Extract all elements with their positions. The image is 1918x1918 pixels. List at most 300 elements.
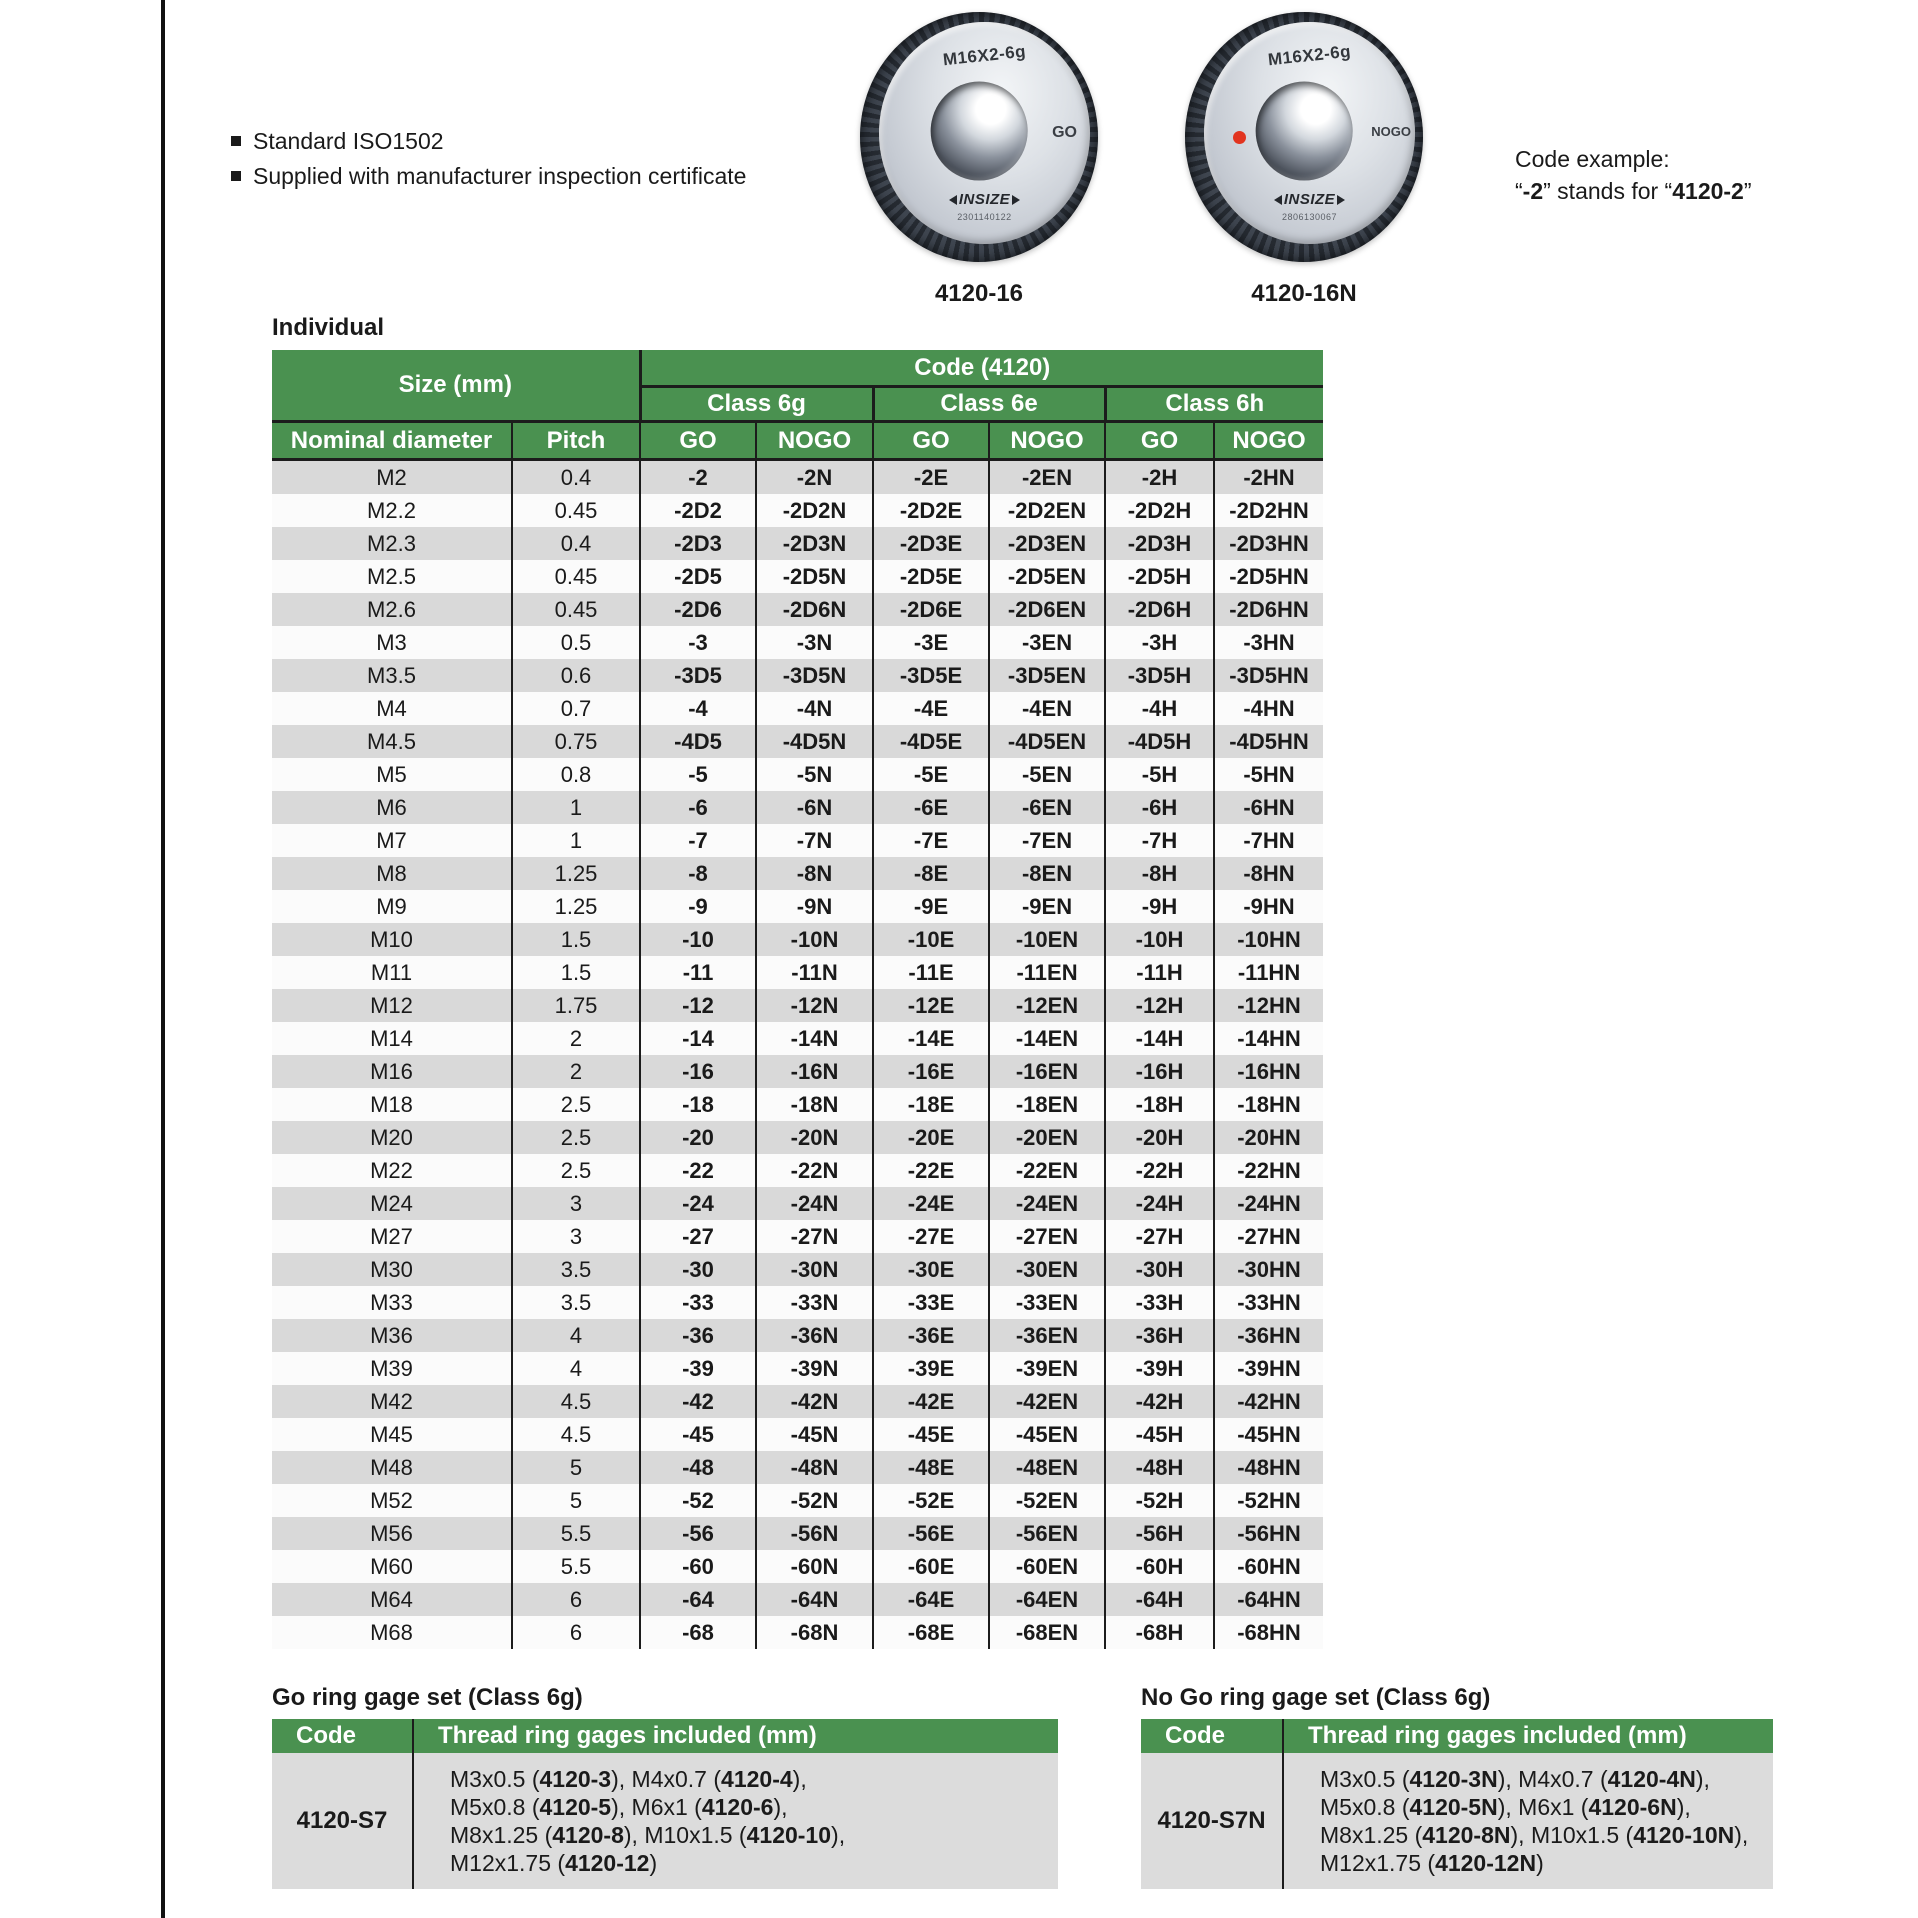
nogo-ring-caption: 4120-16N: [1251, 280, 1357, 307]
code-cell: -7H: [1105, 824, 1214, 857]
table-row: [272, 857, 1323, 890]
table-row: [272, 1451, 1323, 1484]
code-cell: -56: [640, 1517, 756, 1550]
nominal-diameter-cell: M4.5: [272, 725, 512, 758]
nominal-diameter-cell: M30: [272, 1253, 512, 1286]
nominal-diameter-cell: M22: [272, 1154, 512, 1187]
code-cell: -12EN: [989, 989, 1105, 1022]
go-ring-gage-photo: [860, 12, 1098, 262]
pitch-cell: 1.5: [512, 956, 640, 989]
pitch-cell: 2.5: [512, 1088, 640, 1121]
code-cell: -9H: [1105, 890, 1214, 923]
code-cell: -22N: [756, 1154, 873, 1187]
nominal-diameter-cell: M2.3: [272, 527, 512, 560]
class-6g-header: Class 6g: [640, 387, 873, 422]
pitch-cell: 5: [512, 1484, 640, 1517]
ring-face: [1204, 22, 1415, 244]
code-cell: -14EN: [989, 1022, 1105, 1055]
code-cell: -56HN: [1214, 1517, 1323, 1550]
code-cell: -60HN: [1214, 1550, 1323, 1583]
go-marking: GO: [1052, 124, 1077, 142]
code-cell: -42HN: [1214, 1385, 1323, 1418]
table-row: [272, 560, 1323, 593]
code-cell: -11EN: [989, 956, 1105, 989]
code-cell: -24H: [1105, 1187, 1214, 1220]
code-cell: -2D3HN: [1214, 527, 1323, 560]
pitch-cell: 2: [512, 1055, 640, 1088]
code-cell: -10HN: [1214, 923, 1323, 956]
code-cell: -2D2E: [873, 494, 989, 527]
code-cell: -3HN: [1214, 626, 1323, 659]
nominal-diameter-cell: M52: [272, 1484, 512, 1517]
pitch-cell: 1.25: [512, 890, 640, 923]
code-cell: -60: [640, 1550, 756, 1583]
code-cell: -42EN: [989, 1385, 1105, 1418]
code-cell: -2D6H: [1105, 593, 1214, 626]
code-cell: -60H: [1105, 1550, 1214, 1583]
go-set-section: [272, 1684, 1058, 1889]
code-cell: -68E: [873, 1616, 989, 1649]
bullet-text: Standard ISO1502: [253, 128, 444, 154]
nogo-ring-gage-photo: [1185, 12, 1423, 262]
code-cell: -7HN: [1214, 824, 1323, 857]
nominal-diameter-cell: M60: [272, 1550, 512, 1583]
nominal-diameter-cell: M64: [272, 1583, 512, 1616]
table-row: [272, 1319, 1323, 1352]
included-line: M3x0.5 (4120-3), M4x0.7 (4120-4),: [450, 1766, 807, 1792]
nominal-diameter-cell: M10: [272, 923, 512, 956]
code-cell: -7N: [756, 824, 873, 857]
table-row: [272, 1154, 1323, 1187]
square-bullet-icon: [231, 171, 241, 181]
code-cell: -39N: [756, 1352, 873, 1385]
code-cell: -4E: [873, 692, 989, 725]
thread-size-marking: M16X2-6g: [1266, 41, 1352, 70]
code-cell: -18N: [756, 1088, 873, 1121]
code-cell: -5H: [1105, 758, 1214, 791]
table-row: [272, 1220, 1323, 1253]
code-cell: -2D6N: [756, 593, 873, 626]
code-cell: -64: [640, 1583, 756, 1616]
thread-size-marking: M16X2-6g: [941, 41, 1027, 70]
table-row: [272, 1385, 1323, 1418]
pitch-cell: 2.5: [512, 1154, 640, 1187]
class-6e-header: Class 6e: [873, 387, 1105, 422]
code-cell: -4H: [1105, 692, 1214, 725]
code-cell: -7EN: [989, 824, 1105, 857]
pitch-cell: 0.45: [512, 494, 640, 527]
included-line: M5x0.8 (4120-5N), M6x1 (4120-6N),: [1320, 1794, 1691, 1820]
go-header: GO: [873, 422, 989, 460]
code-cell: -33: [640, 1286, 756, 1319]
code-cell: -22HN: [1214, 1154, 1323, 1187]
code-cell: -7: [640, 824, 756, 857]
nominal-diameter-cell: M12: [272, 989, 512, 1022]
code-cell: -39H: [1105, 1352, 1214, 1385]
pitch-cell: 0.6: [512, 659, 640, 692]
code-cell: -6EN: [989, 791, 1105, 824]
logo-right-arrow-icon: [1337, 195, 1345, 205]
code-cell: -30EN: [989, 1253, 1105, 1286]
code-cell: -36EN: [989, 1319, 1105, 1352]
nominal-diameter-cell: M20: [272, 1121, 512, 1154]
code-cell: -45N: [756, 1418, 873, 1451]
set-contents: [1283, 1753, 1773, 1889]
code-cell: -2D5N: [756, 560, 873, 593]
nogo-red-dot: [1233, 131, 1246, 144]
code-cell: -8HN: [1214, 857, 1323, 890]
pitch-cell: 3: [512, 1187, 640, 1220]
included-line: M5x0.8 (4120-5), M6x1 (4120-6),: [450, 1794, 788, 1820]
code-cell: -2D2HN: [1214, 494, 1323, 527]
table-row: [272, 626, 1323, 659]
code-cell: -68H: [1105, 1616, 1214, 1649]
nogo-header: NOGO: [1214, 422, 1323, 460]
nogo-set-heading: No Go ring gage set (Class 6g): [1141, 1684, 1491, 1711]
code-cell: -30N: [756, 1253, 873, 1286]
nominal-diameter-cell: M56: [272, 1517, 512, 1550]
nominal-diameter-cell: M45: [272, 1418, 512, 1451]
code-cell: -39E: [873, 1352, 989, 1385]
code-cell: -16E: [873, 1055, 989, 1088]
code-cell: -30: [640, 1253, 756, 1286]
code-cell: -18H: [1105, 1088, 1214, 1121]
nominal-diameter-cell: M48: [272, 1451, 512, 1484]
table-row: [272, 593, 1323, 626]
code-cell: -22: [640, 1154, 756, 1187]
code-cell: -20E: [873, 1121, 989, 1154]
code-cell: -3E: [873, 626, 989, 659]
code-cell: -6N: [756, 791, 873, 824]
code-cell: -52EN: [989, 1484, 1105, 1517]
code-cell: -33E: [873, 1286, 989, 1319]
code-cell: -2D2: [640, 494, 756, 527]
table-row: [272, 1121, 1323, 1154]
code-cell: -64E: [873, 1583, 989, 1616]
logo-right-arrow-icon: [1012, 195, 1020, 205]
code-cell: -6HN: [1214, 791, 1323, 824]
code-cell: -48HN: [1214, 1451, 1323, 1484]
code-cell: -3D5H: [1105, 659, 1214, 692]
code-cell: -9E: [873, 890, 989, 923]
code-cell: -16N: [756, 1055, 873, 1088]
code-cell: -2E: [873, 460, 989, 495]
table-row: [272, 824, 1323, 857]
table-row: [272, 494, 1323, 527]
code-cell: -64N: [756, 1583, 873, 1616]
code-example-text: “-2” stands for “4120-2”: [1515, 178, 1752, 204]
code-cell: -33HN: [1214, 1286, 1323, 1319]
table-row: [272, 1418, 1323, 1451]
nominal-diameter-cell: M7: [272, 824, 512, 857]
code-cell: -68HN: [1214, 1616, 1323, 1649]
code-cell: -3: [640, 626, 756, 659]
code-cell: -27H: [1105, 1220, 1214, 1253]
insize-logo: INSIZE: [1204, 191, 1415, 208]
code-cell: -56N: [756, 1517, 873, 1550]
code-cell: -45H: [1105, 1418, 1214, 1451]
logo-left-arrow-icon: [1274, 195, 1282, 205]
nominal-diameter-cell: M2.6: [272, 593, 512, 626]
code-cell: -2D3E: [873, 527, 989, 560]
code-cell: -56EN: [989, 1517, 1105, 1550]
code-cell: -45HN: [1214, 1418, 1323, 1451]
code-cell: -27EN: [989, 1220, 1105, 1253]
table-row: [272, 1088, 1323, 1121]
code-cell: -4N: [756, 692, 873, 725]
nominal-diameter-cell: M42: [272, 1385, 512, 1418]
nominal-diameter-cell: M3: [272, 626, 512, 659]
thread-ring-gage-table: [272, 350, 1323, 1649]
code-cell: -4D5EN: [989, 725, 1105, 758]
code-cell: -5HN: [1214, 758, 1323, 791]
code-cell: -2D5: [640, 560, 756, 593]
code-cell: -2H: [1105, 460, 1214, 495]
code-column-header: Code: [1141, 1719, 1283, 1753]
pitch-cell: 3.5: [512, 1253, 640, 1286]
code-cell: -48E: [873, 1451, 989, 1484]
code-cell: -68: [640, 1616, 756, 1649]
code-cell: -20H: [1105, 1121, 1214, 1154]
code-cell: -3D5N: [756, 659, 873, 692]
code-cell: -48N: [756, 1451, 873, 1484]
nominal-diameter-header: Nominal diameter: [272, 422, 512, 460]
threaded-hole: [1255, 82, 1352, 181]
code-cell: -11: [640, 956, 756, 989]
pitch-cell: 3: [512, 1220, 640, 1253]
code-cell: -2D2EN: [989, 494, 1105, 527]
pitch-cell: 4: [512, 1352, 640, 1385]
code-cell: -45EN: [989, 1418, 1105, 1451]
code-cell: -42N: [756, 1385, 873, 1418]
pitch-cell: 3.5: [512, 1286, 640, 1319]
code-cell: -2D6E: [873, 593, 989, 626]
code-cell: -4D5E: [873, 725, 989, 758]
table-row: [272, 791, 1323, 824]
code-cell: -8N: [756, 857, 873, 890]
code-cell: -36E: [873, 1319, 989, 1352]
code-cell: -33N: [756, 1286, 873, 1319]
table-row: [272, 460, 1323, 495]
code-cell: -6E: [873, 791, 989, 824]
code-cell: -16: [640, 1055, 756, 1088]
code-cell: -4D5: [640, 725, 756, 758]
code-cell: -9: [640, 890, 756, 923]
code-cell: -48: [640, 1451, 756, 1484]
code-cell: -20HN: [1214, 1121, 1323, 1154]
code-cell: -3N: [756, 626, 873, 659]
nominal-diameter-cell: M27: [272, 1220, 512, 1253]
nogo-set-section: [1141, 1684, 1773, 1889]
pitch-cell: 0.7: [512, 692, 640, 725]
size-group-header: Size (mm): [272, 350, 640, 422]
code-cell: -10E: [873, 923, 989, 956]
nominal-diameter-cell: M39: [272, 1352, 512, 1385]
insize-logo: INSIZE: [879, 191, 1090, 208]
code-cell: -2D5HN: [1214, 560, 1323, 593]
nominal-diameter-cell: M3.5: [272, 659, 512, 692]
code-cell: -14N: [756, 1022, 873, 1055]
code-cell: -5: [640, 758, 756, 791]
table-row: [272, 1187, 1323, 1220]
code-cell: -3D5EN: [989, 659, 1105, 692]
code-cell: -5N: [756, 758, 873, 791]
pitch-cell: 1.5: [512, 923, 640, 956]
code-cell: -60E: [873, 1550, 989, 1583]
code-cell: -12: [640, 989, 756, 1022]
code-cell: -10: [640, 923, 756, 956]
code-cell: -11HN: [1214, 956, 1323, 989]
code-cell: -5E: [873, 758, 989, 791]
set-code: 4120-S7N: [1141, 1753, 1283, 1889]
code-cell: -30E: [873, 1253, 989, 1286]
threaded-hole: [930, 82, 1027, 181]
code-cell: -20EN: [989, 1121, 1105, 1154]
nominal-diameter-cell: M18: [272, 1088, 512, 1121]
pitch-cell: 0.75: [512, 725, 640, 758]
code-cell: -36N: [756, 1319, 873, 1352]
serial-number: 2301140122: [957, 212, 1012, 222]
code-cell: -8EN: [989, 857, 1105, 890]
code-cell: -2: [640, 460, 756, 495]
nogo-marking: NOGO: [1371, 124, 1411, 140]
nominal-diameter-cell: M24: [272, 1187, 512, 1220]
code-cell: -33H: [1105, 1286, 1214, 1319]
code-cell: -10H: [1105, 923, 1214, 956]
nominal-diameter-cell: M2.5: [272, 560, 512, 593]
go-set-heading: Go ring gage set (Class 6g): [272, 1684, 583, 1711]
nominal-diameter-cell: M36: [272, 1319, 512, 1352]
included-line: M12x1.75 (4120-12N): [1320, 1850, 1544, 1876]
code-cell: -30H: [1105, 1253, 1214, 1286]
code-cell: -2D2N: [756, 494, 873, 527]
code-cell: -12H: [1105, 989, 1214, 1022]
pitch-cell: 0.4: [512, 527, 640, 560]
code-cell: -12N: [756, 989, 873, 1022]
code-cell: -2D6: [640, 593, 756, 626]
code-cell: -14: [640, 1022, 756, 1055]
table-row: [272, 1286, 1323, 1319]
code-example-title: Code example:: [1515, 146, 1670, 172]
code-cell: -4: [640, 692, 756, 725]
code-cell: -2D2H: [1105, 494, 1214, 527]
code-cell: -8E: [873, 857, 989, 890]
code-cell: -64EN: [989, 1583, 1105, 1616]
table-row: [272, 1055, 1323, 1088]
code-cell: -2N: [756, 460, 873, 495]
code-example-note: [1515, 143, 1752, 207]
table-row: [272, 1753, 1058, 1889]
code-cell: -6H: [1105, 791, 1214, 824]
code-cell: -18EN: [989, 1088, 1105, 1121]
table-row: [272, 1517, 1323, 1550]
nominal-diameter-cell: M2: [272, 460, 512, 495]
bullet-text: Supplied with manufacturer inspection certificate: [253, 163, 747, 189]
code-cell: -2D5EN: [989, 560, 1105, 593]
code-cell: -45: [640, 1418, 756, 1451]
code-cell: -18: [640, 1088, 756, 1121]
table-row: [272, 758, 1323, 791]
code-cell: -14HN: [1214, 1022, 1323, 1055]
code-cell: -14H: [1105, 1022, 1214, 1055]
code-cell: -8H: [1105, 857, 1214, 890]
code-cell: -4D5HN: [1214, 725, 1323, 758]
nominal-diameter-cell: M14: [272, 1022, 512, 1055]
code-cell: -60EN: [989, 1550, 1105, 1583]
nominal-diameter-cell: M33: [272, 1286, 512, 1319]
pitch-cell: 1.25: [512, 857, 640, 890]
code-cell: -39HN: [1214, 1352, 1323, 1385]
code-cell: -14E: [873, 1022, 989, 1055]
code-cell: -18E: [873, 1088, 989, 1121]
included-line: M8x1.25 (4120-8), M10x1.5 (4120-10),: [450, 1822, 846, 1848]
code-cell: -12E: [873, 989, 989, 1022]
code-cell: -42E: [873, 1385, 989, 1418]
code-cell: -20N: [756, 1121, 873, 1154]
go-header: GO: [640, 422, 756, 460]
code-cell: -48H: [1105, 1451, 1214, 1484]
code-cell: -2D3: [640, 527, 756, 560]
nominal-diameter-cell: M2.2: [272, 494, 512, 527]
pitch-cell: 0.5: [512, 626, 640, 659]
table-row: [272, 692, 1323, 725]
nominal-diameter-cell: M4: [272, 692, 512, 725]
pitch-cell: 5.5: [512, 1517, 640, 1550]
code-cell: -7E: [873, 824, 989, 857]
pitch-cell: 5.5: [512, 1550, 640, 1583]
code-group-header: Code (4120): [640, 350, 1323, 387]
bullet-item: [231, 163, 746, 189]
pitch-cell: 0.8: [512, 758, 640, 791]
code-cell: -68EN: [989, 1616, 1105, 1649]
code-cell: -4D5H: [1105, 725, 1214, 758]
code-cell: -68N: [756, 1616, 873, 1649]
code-cell: -2HN: [1214, 460, 1323, 495]
code-cell: -2EN: [989, 460, 1105, 495]
set-code: 4120-S7: [272, 1753, 413, 1889]
code-cell: -18HN: [1214, 1088, 1323, 1121]
square-bullet-icon: [231, 136, 241, 146]
code-cell: -36HN: [1214, 1319, 1323, 1352]
code-cell: -20: [640, 1121, 756, 1154]
code-cell: -64HN: [1214, 1583, 1323, 1616]
code-cell: -60N: [756, 1550, 873, 1583]
table-row: [272, 1352, 1323, 1385]
code-cell: -6: [640, 791, 756, 824]
code-cell: -22E: [873, 1154, 989, 1187]
individual-section-label: Individual: [272, 314, 385, 341]
ring-face: [879, 22, 1090, 244]
table-row: [272, 725, 1323, 758]
code-cell: -36H: [1105, 1319, 1214, 1352]
code-cell: -24N: [756, 1187, 873, 1220]
pitch-cell: 6: [512, 1616, 640, 1649]
nominal-diameter-cell: M5: [272, 758, 512, 791]
go-header: GO: [1105, 422, 1214, 460]
pitch-cell: 0.45: [512, 560, 640, 593]
table-row: [272, 527, 1323, 560]
code-cell: -11H: [1105, 956, 1214, 989]
code-cell: -24E: [873, 1187, 989, 1220]
code-cell: -9EN: [989, 890, 1105, 923]
code-cell: -30HN: [1214, 1253, 1323, 1286]
table-row: [272, 659, 1323, 692]
table-row: [272, 1616, 1323, 1649]
code-cell: -10EN: [989, 923, 1105, 956]
code-cell: -45E: [873, 1418, 989, 1451]
nominal-diameter-cell: M11: [272, 956, 512, 989]
code-column-header: Code: [272, 1719, 413, 1753]
